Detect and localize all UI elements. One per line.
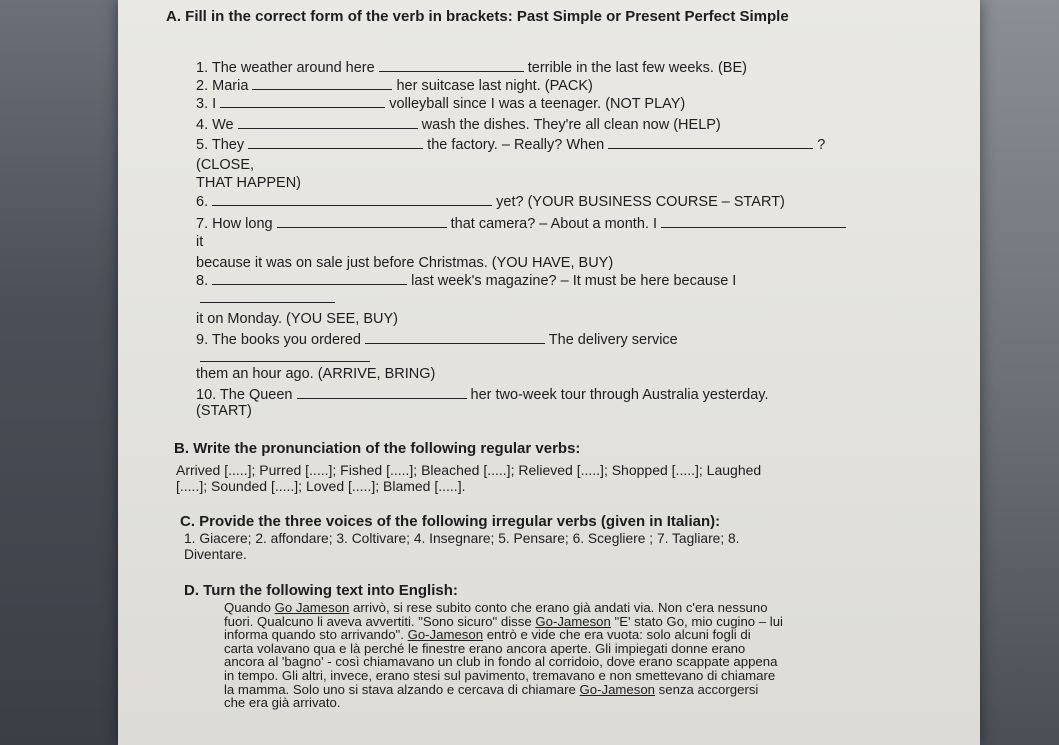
section-b-verbs-line1: Arrived [.....]; Purred [.....]; Fished [.....]; Bleached [.....]; Relieved [.....]; Shopped [.....]; Laughed: [176, 462, 762, 478]
exercise-item-9-hint: them an hour ago. (ARRIVE, BRING): [196, 366, 436, 382]
text-line-1: Quando Go Jameson arrivò, si rese subito conto che erano già andati via. Non c'era nessuno: [224, 600, 768, 615]
answer-blank[interactable]: [238, 117, 418, 129]
worksheet-page: [118, 0, 980, 745]
exercise-item-7-hint: because it was on sale just before Christmas. (YOU HAVE, BUY): [196, 255, 614, 271]
exercise-item-9: 9. The books you ordered The delivery service: [196, 332, 678, 348]
background-right: [969, 0, 1059, 745]
section-c-verbs-line1: 1. Giacere; 2. affondare; 3. Coltivare; 4. Insegnare; 5. Pensare; 6. Scegliere ; 7. Tagliare; 8.: [184, 531, 740, 546]
section-d-italian-text: [224, 601, 783, 710]
answer-blank[interactable]: [200, 291, 335, 303]
answer-blank[interactable]: [212, 273, 407, 285]
exercise-item-10: 10. The Queen her two-week tour through Australia yesterday.: [196, 387, 769, 403]
answer-blank[interactable]: [248, 137, 423, 149]
answer-blank[interactable]: [608, 137, 813, 149]
exercise-item-3: 3. I volleyball since I was a teenager. (NOT PLAY): [196, 96, 686, 112]
answer-blank[interactable]: [212, 194, 492, 206]
answer-blank[interactable]: [297, 387, 467, 399]
exercise-item-6: 6. yet? (YOUR BUSINESS COURSE – START): [196, 194, 785, 210]
section-a-heading: A. Fill in the correct form of the verb in brackets: Past Simple or Present Perfect Simple: [166, 8, 789, 25]
text-line-4: carta volavano qua e là perché le finestre erano ancora aperte. Gli impiegati donne erano: [224, 640, 746, 656]
exercise-item-8: 8. last week's magazine? – It must be here because I: [196, 273, 737, 289]
text-line-3: informa quando sto arrivando". Go-Jameson entrò e vide che era vuota: solo alcuni fogli di: [224, 627, 751, 643]
section-b-heading: B. Write the pronunciation of the following regular verbs:: [174, 440, 581, 457]
exercise-item-5-hint-cont: THAT HAPPEN): [196, 175, 302, 191]
exercise-item-2: 2. Maria her suitcase last night. (PACK): [196, 78, 593, 94]
exercise-item-8-hint: it on Monday. (YOU SEE, BUY): [196, 311, 398, 327]
exercise-item-7: 7. How long that camera? – About a month. I: [196, 216, 846, 233]
section-b-verbs-line2: [.....]; Sounded [.....]; Loved [.....]; Blamed [.....].: [176, 478, 466, 494]
answer-blank[interactable]: [379, 60, 524, 72]
text-line-2: fuori. Qualcuno li aveva avvertiti. "Sono sicuro" disse Go-Jameson "E' stato Go, mio cugino – lui: [224, 613, 783, 629]
exercise-item-4: 4. We wash the dishes. They're all clean now (HELP): [196, 117, 721, 133]
section-d-heading: D. Turn the following text into English:: [184, 582, 458, 599]
exercise-item-1: 1. The weather around here terrible in the last few weeks. (BE): [196, 60, 747, 76]
exercise-item-5-hint: (CLOSE,: [196, 157, 255, 173]
answer-blank[interactable]: [365, 332, 545, 344]
exercise-item-10-hint: (START): [196, 403, 252, 419]
text-line-8: che era già arrivato.: [224, 695, 341, 711]
text-line-5: ancora al 'bagno' - così chiamavano un club in fondo al corridoio, dove erano scappate appena: [224, 654, 778, 670]
section-c-heading: C. Provide the three voices of the following irregular verbs (given in Italian):: [180, 513, 721, 530]
answer-blank[interactable]: [200, 350, 370, 362]
background-left: [0, 0, 120, 745]
answer-blank[interactable]: [661, 216, 846, 228]
exercise-item-5: 5. They the factory. – Really? When ?: [196, 137, 826, 153]
answer-blank[interactable]: [277, 216, 447, 228]
exercise-item-7-cont: it: [196, 234, 204, 250]
answer-blank[interactable]: [252, 78, 392, 90]
answer-blank[interactable]: [220, 96, 385, 108]
text-line-6: in tempo. Gli altri, invece, erano stesi sul pavimento, tremavano e non smettevano di chiamare: [224, 667, 776, 683]
text-line-7: la mamma. Solo uno si stava alzando e cercava di chiamare Go-Jameson senza accorgersi: [224, 681, 759, 697]
section-c-verbs-line2: Diventare.: [184, 547, 247, 562]
